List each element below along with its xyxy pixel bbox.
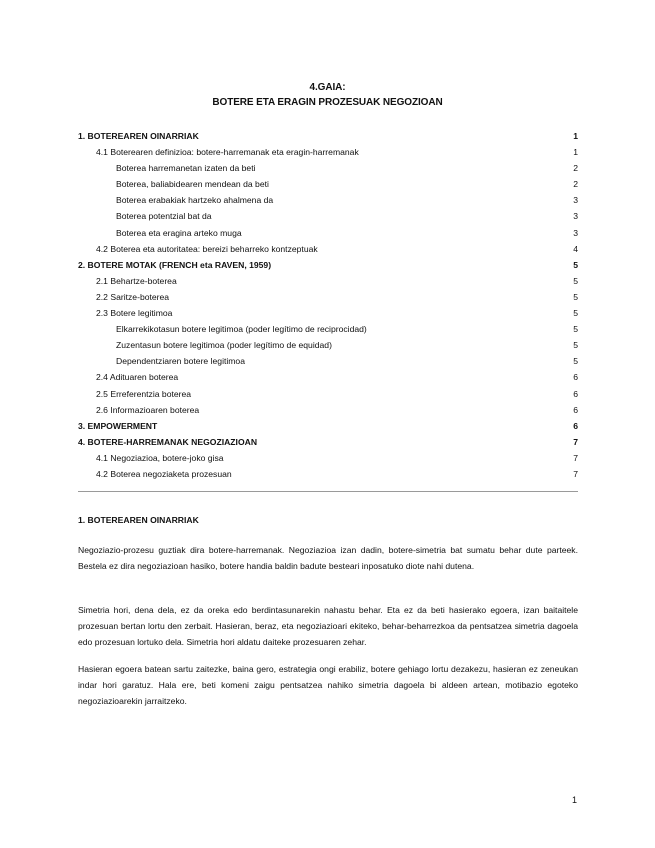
toc-entry[interactable]	[78, 353, 578, 369]
page-number: 1	[571, 795, 577, 805]
toc-entry[interactable]	[78, 176, 578, 192]
toc-entry-page: 2	[573, 179, 578, 190]
table-of-contents	[78, 128, 578, 482]
toc-entry-page: 5	[573, 275, 578, 286]
toc-entry-label: 2.2 Saritze-boterea	[96, 291, 170, 302]
toc-entry-label: 1. BOTEREAREN OINARRIAK	[78, 131, 199, 141]
toc-entry-page: 6	[573, 388, 578, 399]
toc-entry[interactable]	[78, 225, 578, 241]
section-heading: 1. BOTEREAREN OINARRIAK	[78, 515, 199, 525]
toc-entry-label: 3. EMPOWERMENT	[78, 420, 158, 431]
toc-entry-page: 2	[573, 163, 578, 174]
toc-entry[interactable]	[78, 305, 578, 321]
toc-entry-page: 7	[573, 468, 578, 479]
toc-entry-page: 5	[573, 259, 578, 270]
toc-entry[interactable]	[78, 289, 578, 305]
toc-entry-label: 4.2 Boterea negoziaketa prozesuan	[96, 468, 232, 479]
toc-entry-label: Boterea, baliabidearen mendean da beti	[116, 179, 269, 190]
toc-entry[interactable]	[78, 369, 578, 385]
toc-entry[interactable]	[78, 192, 578, 208]
toc-entry-page: 1	[573, 131, 578, 141]
document-title: BOTERE ETA ERAGIN PROZESUAK NEGOZIOAN	[212, 97, 443, 108]
toc-entry-label: 2.5 Erreferentzia boterea	[96, 388, 192, 399]
toc-entry[interactable]	[78, 273, 578, 289]
toc-entry-label: Zuzentasun botere legitimoa (poder legítimo de equidad)	[116, 340, 332, 351]
toc-entry-label: 4.1 Negoziazioa, botere-joko gisa	[96, 452, 224, 463]
toc-entry-label: 2.6 Informazioaren boterea	[96, 404, 200, 415]
toc-entry-page: 3	[573, 211, 578, 222]
toc-entry-page: 3	[573, 195, 578, 206]
toc-entry[interactable]	[78, 434, 578, 450]
toc-entry[interactable]	[78, 257, 578, 273]
toc-entry[interactable]	[78, 386, 578, 402]
toc-entry-page: 5	[573, 291, 578, 302]
toc-entry[interactable]	[78, 241, 578, 257]
toc-entry[interactable]	[78, 160, 578, 176]
document-title-number: 4.GAIA:	[309, 82, 346, 93]
toc-entry-page: 5	[573, 356, 578, 367]
toc-entry[interactable]	[78, 337, 578, 353]
toc-entry-page: 3	[573, 227, 578, 238]
toc-entry-page: 7	[573, 452, 578, 463]
toc-entry[interactable]	[78, 208, 578, 224]
toc-entry-label: 4.2 Boterea eta autoritatea: bereizi beharreko kontzeptuak	[96, 243, 318, 254]
toc-entry[interactable]	[78, 450, 578, 466]
toc-entry-label: 2. BOTERE MOTAK (FRENCH eta RAVEN, 1959)	[78, 259, 272, 270]
toc-entry-label: Elkarrekikotasun botere legitimoa (poder legítimo de reciprocidad)	[116, 324, 367, 335]
toc-entry-page: 6	[573, 420, 578, 431]
toc-entry-label: Boterea erabakiak hartzeko ahalmena da	[116, 195, 274, 206]
toc-entry-page: 5	[573, 340, 578, 351]
toc-entry-page: 4	[573, 243, 578, 254]
body-paragraph: Hasieran egoera batean sartu zaitezke, baina gero, estrategia ongi erabiliz, botere gehiago lortu dezakezu, hasieran ez zeneukan indar hori garatuz. Hala ere, beti komeni zaigu pentsatzea nahiko simetria dagoela bi aldeen artean, motibazio egoteko negoziazioarekin jarraitzeko.	[78, 664, 578, 706]
toc-entry-label: 2.4 Adituaren boterea	[96, 372, 179, 383]
toc-entry-label: Boterea eta eragina arteko muga	[116, 227, 242, 238]
toc-entry-label: 4. BOTERE-HARREMANAK NEGOZIAZIOAN	[78, 436, 258, 447]
toc-entry[interactable]	[78, 321, 578, 337]
toc-entry-label: Boterea harremanetan izaten da beti	[116, 163, 256, 174]
toc-entry[interactable]	[78, 144, 578, 160]
toc-entry-label: Boterea potentzial bat da	[116, 211, 212, 222]
toc-entry-label: Dependentziaren botere legitimoa	[116, 356, 245, 367]
toc-entry-label: 2.1 Behartze-boterea	[96, 275, 177, 286]
toc-entry-page: 7	[573, 436, 578, 447]
toc-entry[interactable]	[78, 128, 578, 144]
divider	[78, 491, 578, 492]
body-paragraph: Simetria hori, dena dela, ez da oreka edo berdintasunarekin nahastu behar. Eta ez da beti hasierako egoera, izan baitaitele prozesuan bertan lortu den zerbait. Hasieran, beraz, eta negoziazioari ekiteko, behar-beharrezkoa da pentsatzea simetria dagoela edo prozesuan lortuko dela. Simetria hori aldatu daiteke prozesuaren zehar.	[78, 605, 578, 647]
toc-entry-label: 4.1 Boterearen definizioa: botere-harremanak eta eragin-harremanak	[96, 147, 359, 158]
toc-entry-page: 6	[573, 372, 578, 383]
toc-entry-label: 2.3 Botere legitimoa	[96, 308, 173, 319]
toc-entry-page: 5	[573, 324, 578, 335]
toc-entry[interactable]	[78, 466, 578, 482]
toc-entry[interactable]	[78, 418, 578, 434]
toc-entry-page: 6	[573, 404, 578, 415]
toc-entry-page: 1	[573, 147, 578, 158]
toc-entry-page: 5	[573, 308, 578, 319]
body-paragraph: Negoziazio-prozesu guztiak dira botere-harremanak. Negoziazioa izan dadin, botere-simetria bat sumatu behar dute parteek. Bestela ez dira negoziazioan hasiko, botere handia baldin badute besteari inposatuko diote nahi dutena.	[78, 545, 578, 571]
toc-entry[interactable]	[78, 402, 578, 418]
